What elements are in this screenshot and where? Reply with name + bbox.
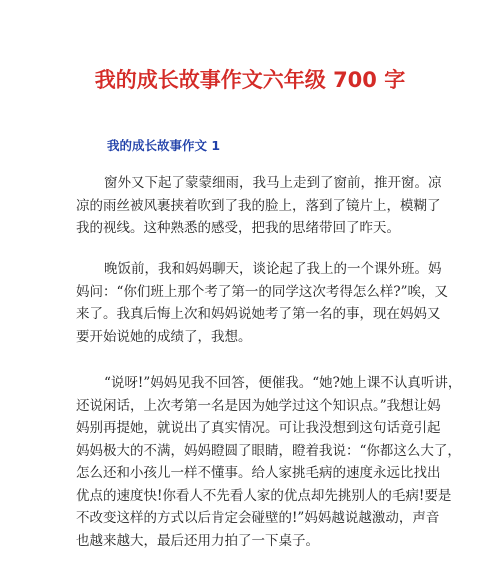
paragraph-line: 晚饭前，我和妈妈聊天，谈论起了我上的一个课外班。妈	[104, 261, 442, 277]
paragraph-line: 还说闲话，上次考第一名是因为她学过这个知识点。”我想让妈	[76, 397, 441, 414]
paragraph-3	[76, 372, 462, 552]
section-subtitle: 我的成长故事作文 1	[107, 138, 221, 153]
paragraph-line: 妈别再提她，就说出了真实情况。可让我没想到这句话竟引起	[76, 420, 441, 436]
paragraph-line: 怎么还和小孩儿一样不懂事。给人家挑毛病的速度永远比找出	[76, 465, 441, 481]
paragraph-line: 要开始说她的成绩了，我想。	[76, 328, 252, 345]
paragraph-line: 来了。我真后悔上次和妈妈说她考了第一名的事，现在妈妈又	[76, 306, 441, 322]
paragraph-line: 优点的速度快!你看人不先看人家的优点却先挑别人的毛病!要是	[76, 487, 452, 504]
paragraph-line: 凉的雨丝被风裹挟着吹到了我的脸上，落到了镜片上，模糊了	[76, 197, 441, 214]
paragraph-line: 妈妈极大的不满，妈妈瞪圆了眼睛，瞪着我说：“你都这么大了，	[76, 442, 461, 459]
paragraph-line: 我的视线。这种熟悉的感受，把我的思绪带回了昨天。	[76, 220, 400, 236]
paragraph-line: 妈问：“你们班上那个考了第一的同学这次考得怎么样?”唉，又	[76, 283, 449, 300]
paragraph-line: 不改变这样的方式以后肯定会碰壁的!”妈妈越说越激动，声音	[76, 510, 440, 526]
paragraph-line: 也越来越大，最后还用力拍了一下桌子。	[76, 532, 319, 549]
document-title: 我的成长故事作文六年级 700 字	[94, 68, 406, 92]
paragraph-2	[76, 258, 449, 348]
page-bottom-fade	[0, 552, 500, 566]
paragraph-line: 窗外又下起了蒙蒙细雨，我马上走到了窗前，推开窗。凉	[104, 175, 442, 191]
paragraph-1	[76, 172, 442, 240]
paragraph-line: “说呀!”妈妈见我不回答，便催我。“她?她上课不认真听讲，	[104, 375, 462, 391]
